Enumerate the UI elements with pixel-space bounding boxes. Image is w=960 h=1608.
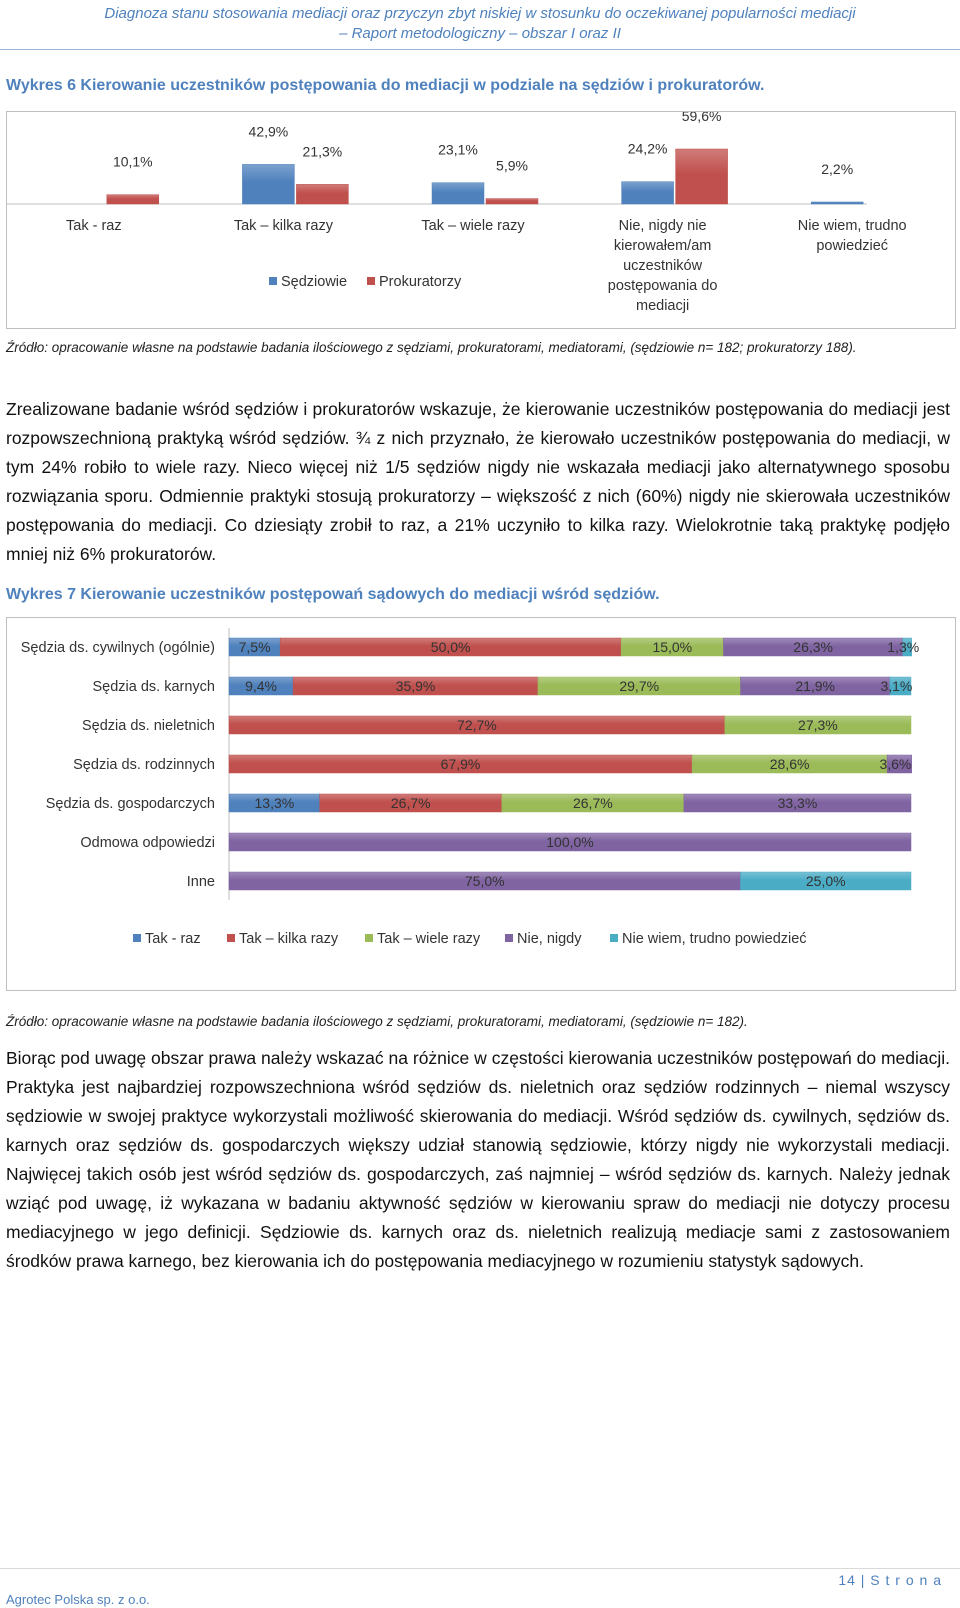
chart7-legend-marker	[133, 934, 141, 942]
chart6-legend-marker	[367, 277, 375, 285]
chart7-legend-label: Nie, nigdy	[517, 931, 582, 947]
chart7-category-label: Sędzia ds. nieletnich	[82, 718, 215, 734]
chart6-bar-prokuratorzy	[107, 195, 159, 204]
chart7-category-label: Sędzia ds. cywilnych (ogólnie)	[20, 640, 215, 656]
chart7-data-label: 75,0%	[464, 873, 505, 889]
chart6-category-label: uczestników	[623, 258, 703, 274]
chart6-caption: Wykres 6 Kierowanie uczestników postępowania do mediacji w podziale na sędziów i prokuratorów.	[6, 77, 765, 94]
chart7-legend-label: Tak – kilka razy	[239, 931, 339, 947]
chart6-source: Źródło: opracowanie własne na podstawie badania ilościowego z sędziami, prokuratorami, mediatorami, (sędziowie n= 182; prokuratorzy 188).	[6, 340, 857, 355]
chart7-data-label: 29,7%	[619, 678, 660, 694]
chart7-category-label: Sędzia ds. rodzinnych	[73, 757, 215, 773]
chart6-category-label: postępowania do	[607, 278, 718, 294]
header-divider	[0, 49, 960, 50]
chart7-data-label: 67,9%	[440, 756, 481, 772]
chart6-legend-label: Prokuratorzy	[379, 274, 462, 290]
chart6-data-label: 10,1%	[112, 153, 153, 170]
chart6-bar-prokuratorzy	[296, 184, 348, 204]
chart7-data-label: 3,1%	[880, 678, 913, 694]
chart6-data-label: 5,9%	[496, 157, 528, 174]
chart7-frame	[6, 617, 956, 991]
chart6-data-label: 2,2%	[821, 160, 854, 177]
chart6-data-label: 59,6%	[681, 112, 722, 124]
chart6-svg	[7, 112, 955, 328]
header-title-line2: – Raport metodologiczny – obszar I oraz II	[339, 25, 621, 42]
chart6-bar-prokuratorzy	[676, 149, 728, 204]
company-name: Agrotec Polska sp. z o.o.	[6, 1592, 150, 1607]
chart7-data-label: 27,3%	[798, 717, 838, 733]
chart7-legend-marker	[227, 934, 235, 942]
chart7-data-label: 1,3%	[887, 639, 920, 655]
chart7-category-label: Inne	[186, 874, 215, 890]
chart7-data-label: 26,7%	[572, 795, 613, 811]
chart6-category-label: Nie, nigdy nie	[618, 218, 707, 234]
chart7-legend-marker	[610, 934, 618, 942]
chart7-data-label: 3,6%	[879, 756, 912, 772]
chart6-category-label: powiedzieć	[816, 238, 889, 254]
chart6-category-label: kierowałem/am	[613, 238, 712, 254]
chart7-data-label: 21,9%	[795, 678, 836, 694]
chart7-svg	[7, 618, 955, 990]
chart7-data-label: 26,3%	[793, 639, 833, 655]
paragraph-2: Biorąc pod uwagę obszar prawa należy wskazać na różnice w częstości kierowania uczestników postępowań do mediacji. Praktyka jest najbardziej rozpowszechniona wśród sędziów ds. nieletnich oraz sędziów rodzinnych – niemal wszyscy sędziowie w swojej praktyce wykorzystali możliwość skierowania do mediacji. Wśród sędziów ds. cywilnych, sędziów ds. karnych oraz sędziów ds. gospodarczych większy udział stanowią sędziowie, którzy nigdy nie wykorzystali mediacji. Najwięcej takich osób jest wśród sędziów ds. gospodarczych, zaś najmniej – wśród sędziów ds. karnych. Należy jednak wziąć pod uwagę, iż wykazana w badaniu aktywność sędziów w kierowaniu spraw do mediacji nie dotyczy procesu mediacyjnego w jego definicji. Sędziowie ds. karnych oraz ds. nieletnich realizują mediacje sami z zastosowaniem środków prawa karnego, bez kierowania ich do postępowania mediacyjnego w rozumieniu statystyk sądowych.	[6, 1048, 950, 1271]
chart7-legend-label: Nie wiem, trudno powiedzieć	[622, 931, 807, 947]
chart6-bar-sedziowie	[242, 164, 294, 204]
chart7-data-label: 28,6%	[769, 756, 810, 772]
paragraph-1: Zrealizowane badanie wśród sędziów i prokuratorów wskazuje, że kierowanie uczestników postępowania do mediacji jest rozpowszechnioną praktyką wśród sędziów. ¾ z nich przyznało, że kierowało uczestników postępowania do mediacji, w tym 24% robiło to wiele razy. Nieco więcej niż 1/5 sędziów nigdy nie wskazała mediacji jako alternatywnego sposobu rozwiązania sporu. Odmiennie praktyki stosują prokuratorzy – większość z nich (60%) nigdy nie skierowała uczestników postępowania do mediacji. Co dziesiąty zrobił to raz, a 21% uczyniło to kilka razy. Wielokrotnie taką praktykę podjęło mniej niż 6% prokuratorów.	[6, 399, 950, 564]
chart6-category-label: mediacji	[636, 298, 690, 314]
chart7-data-label: 50,0%	[430, 639, 471, 655]
chart6-data-label: 24,2%	[627, 140, 668, 157]
chart6-bar-sedziowie	[432, 183, 484, 204]
footer-divider	[0, 1568, 960, 1569]
chart6-data-label: 23,1%	[438, 141, 478, 158]
chart6-frame	[6, 111, 956, 329]
chart6-bar-sedziowie	[811, 202, 863, 204]
chart6-legend-label: Sędziowie	[281, 274, 348, 290]
header-title-line1: Diagnoza stanu stosowania mediacji oraz przyczyn zbyt niskiej w stosunku do oczekiwanej popularności mediacji	[104, 5, 856, 22]
chart7-data-label: 33,3%	[777, 795, 818, 811]
chart7-data-label: 7,5%	[238, 639, 271, 655]
chart6-legend-marker	[269, 277, 277, 285]
chart7-category-label: Odmowa odpowiedzi	[80, 835, 215, 851]
chart7-data-label: 100,0%	[546, 834, 594, 850]
chart7-category-label: Sędzia ds. karnych	[92, 679, 215, 695]
page-number: 14 | S t r o n a	[838, 1572, 942, 1588]
chart7-data-label: 13,3%	[254, 795, 295, 811]
chart7-data-label: 15,0%	[652, 639, 693, 655]
chart6-data-label: 21,3%	[302, 143, 343, 160]
chart7-category-label: Sędzia ds. gospodarczych	[45, 796, 215, 812]
chart7-data-label: 26,7%	[390, 795, 431, 811]
chart7-legend-label: Tak – wiele razy	[377, 931, 481, 947]
chart7-data-label: 9,4%	[245, 678, 278, 694]
chart6-category-label: Tak – wiele razy	[421, 218, 525, 234]
chart7-legend-label: Tak - raz	[145, 931, 201, 947]
chart7-data-label: 25,0%	[805, 873, 846, 889]
chart7-legend-marker	[365, 934, 373, 942]
chart6-category-label: Nie wiem, trudno	[797, 218, 907, 234]
chart7-data-label: 35,9%	[395, 678, 436, 694]
chart7-data-label: 72,7%	[457, 717, 497, 733]
chart7-source: Źródło: opracowanie własne na podstawie badania ilościowego z sędziami, prokuratorami, mediatorami, (sędziowie n= 182).	[6, 1014, 748, 1029]
chart7-legend-marker	[505, 934, 513, 942]
chart6-bar-sedziowie	[622, 182, 674, 204]
chart6-bar-prokuratorzy	[486, 199, 538, 204]
chart7-caption: Wykres 7 Kierowanie uczestników postępowań sądowych do mediacji wśród sędziów.	[6, 586, 660, 603]
chart6-category-label: Tak - raz	[66, 218, 122, 234]
chart6-data-label: 42,9%	[248, 123, 289, 140]
chart6-category-label: Tak – kilka razy	[233, 218, 333, 234]
